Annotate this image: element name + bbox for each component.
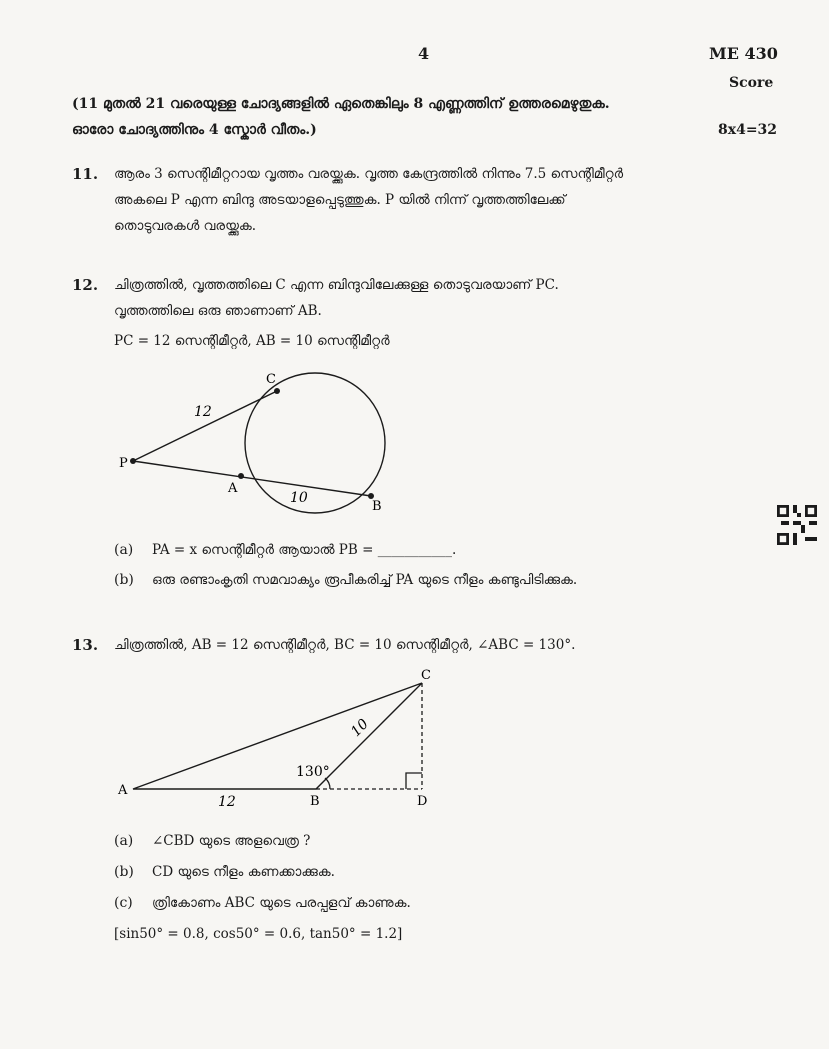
instruction-line-2: ഓരോ ചോദ്യത്തിനും 4 സ്കോർ വീതം.) [72, 122, 317, 138]
label-d: D [417, 794, 428, 809]
label-b: B [372, 499, 382, 514]
point-c [274, 388, 280, 394]
page-number: 4 [418, 44, 430, 63]
q12-given: PC = 12 സെന്റിമീറ്റർ, AB = 10 സെന്റിമീറ്റർ [114, 333, 390, 349]
q13-b-label: (b) [114, 864, 134, 880]
q11-line-2: അകലെ P എന്ന ബിന്ദു അടയാളപ്പെടുത്തുക. P യിൽ നിന്ന് വൃത്തത്തിലേക്ക് [114, 192, 566, 208]
q12-circle-figure [110, 365, 410, 535]
q12-line-2: വൃത്തത്തിലെ ഒരു ഞാണാണ് AB. [114, 303, 322, 319]
q12-number: 12. [72, 276, 99, 294]
q11-line-3: തൊടുവരകൾ വരയ്ക്കുക. [114, 218, 257, 234]
qr-code-icon [777, 505, 817, 545]
q13-line-1: ചിത്രത്തിൽ, AB = 12 സെന്റിമീറ്റർ, BC = 10 സെന്റിമീറ്റർ, ∠ABC = 130°. [114, 637, 576, 653]
q12-line-1: ചിത്രത്തിൽ, വൃത്തത്തിലെ C എന്ന ബിന്ദുവിലേക്കുള്ള തൊടുവരയാണ് PC. [114, 277, 559, 293]
instruction-line-1: (11 മുതൽ 21 വരെയുള്ള ചോദ്യങ്ങളിൽ ഏതെങ്കിലും 8 എണ്ണത്തിന് ഉത്തരമെഴുതുക. [72, 96, 610, 112]
q13-number: 13. [72, 636, 99, 654]
q12-b-text: ഒരു രണ്ടാംകൃതി സമവാക്യം രൂപീകരിച്ച് PA യുടെ നീളം കണ്ടുപിടിക്കുക. [152, 572, 578, 588]
right-angle-mark [406, 773, 422, 789]
triangle-abc [133, 683, 422, 789]
tangent-pc [133, 391, 277, 461]
length-pc: 12 [194, 404, 212, 420]
q11-line-1: ആരം 3 സെന്റിമീറ്ററായ വൃത്തം വരയ്ക്കുക. വൃത്ത കേന്ദ്രത്തിൽ നിന്നും 7.5 സെന്റിമീറ്റർ [114, 166, 624, 182]
length-ab: 12 [218, 794, 236, 810]
paper-code: ME 430 [709, 44, 778, 63]
label-a: A [118, 783, 128, 798]
q11-number: 11. [72, 165, 99, 183]
q12-a-label: (a) [114, 542, 134, 558]
length-ab: 10 [290, 490, 308, 506]
secant-pb [133, 461, 371, 496]
label-b: B [310, 794, 320, 809]
score-label: Score [729, 75, 774, 91]
q13-a-text: ∠CBD യുടെ അളവെത്ര ? [152, 833, 311, 849]
point-p [130, 458, 136, 464]
angle-label: 130° [296, 764, 330, 780]
q12-b-label: (b) [114, 572, 134, 588]
label-a: A [228, 481, 238, 496]
circle-shape [245, 373, 385, 513]
q12-a-text: PA = x സെന്റിമീറ്റർ ആയാൽ PB = ___________. [152, 542, 457, 558]
q13-c-label: (c) [114, 895, 133, 911]
q13-hint: [sin50° = 0.8, cos50° = 0.6, tan50° = 1.2] [114, 926, 403, 942]
label-c: C [421, 668, 431, 683]
marks-total: 8x4=32 [718, 122, 778, 138]
label-c: C [266, 372, 276, 387]
length-bc: 10 [347, 716, 372, 741]
label-p: P [119, 456, 128, 471]
point-a [238, 473, 244, 479]
q13-c-text: ത്രികോണം ABC യുടെ പരപ്പളവ് കാണുക. [152, 895, 411, 911]
q13-a-label: (a) [114, 833, 134, 849]
q13-triangle-figure [110, 660, 450, 810]
q13-b-text: CD യുടെ നീളം കണക്കാക്കുക. [152, 864, 335, 880]
